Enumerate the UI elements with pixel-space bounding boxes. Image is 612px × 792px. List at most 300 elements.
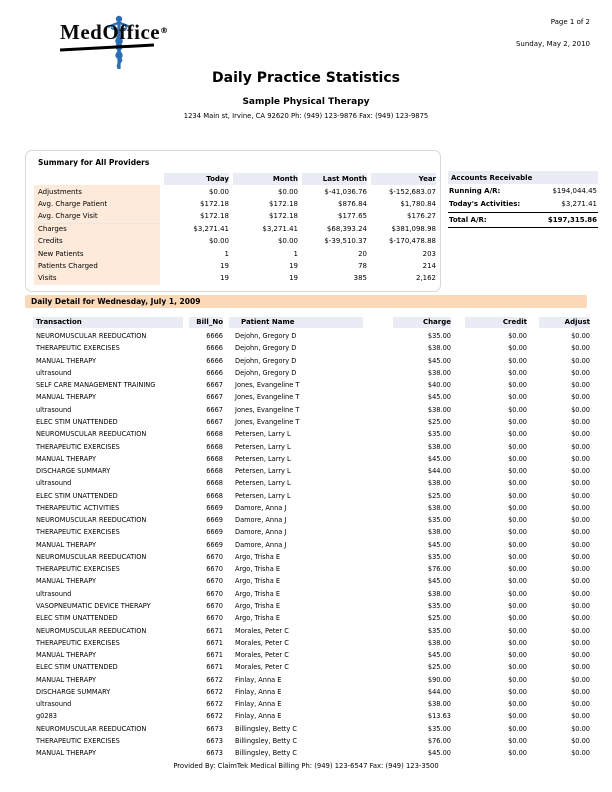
cell-bill-no: 6671 xyxy=(206,651,223,660)
cell-adjust: $0.00 xyxy=(571,332,590,341)
summary-value-last-month: $-41,036.76 xyxy=(324,187,367,196)
cell-credit: $0.00 xyxy=(508,368,527,377)
table-row xyxy=(33,673,590,685)
cell-charge: $25.00 xyxy=(427,417,451,426)
cell-adjust: $0.00 xyxy=(571,712,590,721)
cell-transaction: MANUAL THERAPY xyxy=(36,577,97,586)
cell-charge: $45.00 xyxy=(427,454,451,463)
table-row xyxy=(33,710,590,722)
table-row xyxy=(33,355,590,367)
cell-transaction: MANUAL THERAPY xyxy=(36,749,97,758)
cell-charge: $38.00 xyxy=(427,479,451,488)
cell-patient-name: Morales, Peter C xyxy=(235,638,289,647)
table-row xyxy=(33,330,590,342)
cell-transaction: THERAPEUTIC EXERCISES xyxy=(36,736,120,745)
cell-transaction: ultrasound xyxy=(36,405,72,414)
cell-transaction: NEUROMUSCULAR REEDUCATION xyxy=(36,724,147,733)
cell-charge: $38.00 xyxy=(427,503,451,512)
cell-credit: $0.00 xyxy=(508,614,527,623)
cell-adjust: $0.00 xyxy=(571,405,590,414)
cell-bill-no: 6668 xyxy=(206,479,223,488)
cell-bill-no: 6669 xyxy=(206,503,223,512)
cell-adjust: $0.00 xyxy=(571,663,590,672)
practice-address: 1234 Main st, Irvine, CA 92620 Ph: (949) 123-9876 Fax: (949) 123-9875 xyxy=(183,112,429,120)
cell-adjust: $0.00 xyxy=(571,724,590,733)
summary-header-row xyxy=(34,173,440,185)
table-row xyxy=(33,575,590,587)
table-row xyxy=(33,428,590,440)
cell-charge: $38.00 xyxy=(427,405,451,414)
accounts-receivable-row xyxy=(448,184,598,197)
cell-patient-name: Argo, Trisha E xyxy=(235,589,281,598)
cell-transaction: g0283 xyxy=(36,712,57,721)
summary-row-label: Avg. Charge Patient xyxy=(34,198,160,210)
summary-value-month: $172.18 xyxy=(269,212,298,221)
table-row xyxy=(33,367,590,379)
cell-patient-name: Morales, Peter C xyxy=(235,663,289,672)
cell-adjust: $0.00 xyxy=(571,516,590,525)
cell-bill-no: 6668 xyxy=(206,491,223,500)
cell-adjust: $0.00 xyxy=(571,442,590,451)
detail-header-patient: Patient Name xyxy=(223,317,363,328)
cell-patient-name: Billingsley, Betty C xyxy=(235,724,297,733)
cell-credit: $0.00 xyxy=(508,516,527,525)
cell-transaction: NEUROMUSCULAR REEDUCATION xyxy=(36,516,147,525)
summary-value-month: $3,271.41 xyxy=(262,224,298,233)
cell-transaction: DISCHARGE SUMMARY xyxy=(36,467,111,476)
summary-value-today: 19 xyxy=(220,274,229,283)
cell-patient-name: Finlay, Anna E xyxy=(235,712,282,721)
ar-row-label: Running A/R: xyxy=(449,186,501,195)
cell-patient-name: Dejohn, Gregory D xyxy=(235,344,297,353)
cell-adjust: $0.00 xyxy=(571,589,590,598)
cell-charge: $25.00 xyxy=(427,614,451,623)
summary-header-spacer xyxy=(34,173,160,185)
cell-transaction: ELEC STIM UNATTENDED xyxy=(36,417,118,426)
cell-credit: $0.00 xyxy=(508,442,527,451)
cell-bill-no: 6668 xyxy=(206,454,223,463)
cell-credit: $0.00 xyxy=(508,430,527,439)
summary-row xyxy=(34,260,440,272)
table-row xyxy=(33,588,590,600)
cell-credit: $0.00 xyxy=(508,577,527,586)
summary-table-body xyxy=(34,185,440,284)
cell-patient-name: Argo, Trisha E xyxy=(235,577,281,586)
logo-text: MedOffice xyxy=(60,20,161,44)
cell-adjust: $0.00 xyxy=(571,417,590,426)
cell-transaction: ELEC STIM UNATTENDED xyxy=(36,491,118,500)
cell-charge: $76.00 xyxy=(427,736,451,745)
summary-row-label: Visits xyxy=(34,272,160,284)
summary-row xyxy=(34,210,440,222)
summary-value-last-month: $177.65 xyxy=(338,212,367,221)
cell-bill-no: 6666 xyxy=(206,332,223,341)
cell-bill-no: 6670 xyxy=(206,577,223,586)
table-row xyxy=(33,416,590,428)
table-row xyxy=(33,723,590,735)
cell-credit: $0.00 xyxy=(508,626,527,635)
cell-bill-no: 6670 xyxy=(206,601,223,610)
summary-header-today: Today xyxy=(164,173,229,185)
table-row xyxy=(33,563,590,575)
ar-total-value: $197,315.86 xyxy=(547,216,597,224)
cell-credit: $0.00 xyxy=(508,700,527,709)
cell-bill-no: 6668 xyxy=(206,467,223,476)
cell-transaction: NEUROMUSCULAR REEDUCATION xyxy=(36,552,147,561)
table-row xyxy=(33,661,590,673)
registered-mark: ® xyxy=(160,25,169,35)
table-row xyxy=(33,379,590,391)
cell-patient-name: Petersen, Larry L xyxy=(235,479,291,488)
cell-bill-no: 6668 xyxy=(206,442,223,451)
cell-credit: $0.00 xyxy=(508,528,527,537)
cell-adjust: $0.00 xyxy=(571,614,590,623)
cell-charge: $38.00 xyxy=(427,528,451,537)
report-date: Sunday, May 2, 2010 xyxy=(515,40,590,48)
cell-transaction: MANUAL THERAPY xyxy=(36,454,97,463)
cell-charge: $35.00 xyxy=(427,430,451,439)
summary-header-last-month: Last Month xyxy=(302,173,367,185)
cell-adjust: $0.00 xyxy=(571,528,590,537)
medoffice-logo xyxy=(60,20,170,72)
cell-adjust: $0.00 xyxy=(571,601,590,610)
summary-value-month: $172.18 xyxy=(269,199,298,208)
cell-credit: $0.00 xyxy=(508,540,527,549)
accounts-receivable-row xyxy=(448,197,598,210)
cell-patient-name: Damore, Anna J xyxy=(235,516,287,525)
table-row xyxy=(33,686,590,698)
summary-value-last-month: 20 xyxy=(358,249,367,258)
summary-value-last-month: $68,393.24 xyxy=(326,224,367,233)
summary-value-today: $3,271.41 xyxy=(193,224,229,233)
cell-patient-name: Petersen, Larry L xyxy=(235,491,291,500)
cell-transaction: THERAPEUTIC EXERCISES xyxy=(36,528,120,537)
cell-patient-name: Morales, Peter C xyxy=(235,626,289,635)
cell-charge: $45.00 xyxy=(427,356,451,365)
table-row xyxy=(33,698,590,710)
cell-adjust: $0.00 xyxy=(571,393,590,402)
cell-bill-no: 6666 xyxy=(206,344,223,353)
cell-transaction: THERAPEUTIC EXERCISES xyxy=(36,344,120,353)
cell-charge: $38.00 xyxy=(427,442,451,451)
summary-row xyxy=(34,247,440,259)
cell-credit: $0.00 xyxy=(508,393,527,402)
cell-bill-no: 6671 xyxy=(206,638,223,647)
cell-charge: $45.00 xyxy=(427,651,451,660)
summary-value-year: 203 xyxy=(422,249,436,258)
table-row xyxy=(33,747,590,759)
cell-charge: $45.00 xyxy=(427,577,451,586)
cell-charge: $35.00 xyxy=(427,724,451,733)
cell-adjust: $0.00 xyxy=(571,368,590,377)
cell-charge: $35.00 xyxy=(427,516,451,525)
cell-adjust: $0.00 xyxy=(571,577,590,586)
practice-name: Sample Physical Therapy xyxy=(242,97,370,107)
report-title: Daily Practice Statistics xyxy=(212,70,400,86)
ar-total-label: Total A/R: xyxy=(449,216,487,224)
cell-credit: $0.00 xyxy=(508,736,527,745)
summary-value-month: 1 xyxy=(293,249,298,258)
cell-patient-name: Finlay, Anna E xyxy=(235,687,282,696)
cell-charge: $38.00 xyxy=(427,368,451,377)
detail-table-body xyxy=(33,330,590,759)
summary-value-year: 214 xyxy=(422,261,436,270)
cell-bill-no: 6672 xyxy=(206,700,223,709)
summary-row-label: Avg. Charge Visit xyxy=(34,210,160,222)
cell-credit: $0.00 xyxy=(508,552,527,561)
cell-transaction: THERAPEUTIC EXERCISES xyxy=(36,565,120,574)
cell-patient-name: Dejohn, Gregory D xyxy=(235,332,297,341)
cell-charge: $25.00 xyxy=(427,491,451,500)
cell-bill-no: 6670 xyxy=(206,589,223,598)
cell-adjust: $0.00 xyxy=(571,675,590,684)
cell-patient-name: Damore, Anna J xyxy=(235,503,287,512)
cell-transaction: ultrasound xyxy=(36,368,72,377)
cell-bill-no: 6668 xyxy=(206,430,223,439)
cell-charge: $45.00 xyxy=(427,393,451,402)
summary-row xyxy=(34,198,440,210)
daily-detail-banner: Daily Detail for Wednesday, July 1, 2009 xyxy=(25,295,587,308)
summary-value-year: 2,162 xyxy=(415,274,436,283)
cell-bill-no: 6669 xyxy=(206,540,223,549)
summary-value-last-month: $-39,510.37 xyxy=(324,237,367,246)
summary-row-label: Charges xyxy=(34,223,160,235)
ar-total-row xyxy=(448,212,598,228)
cell-bill-no: 6670 xyxy=(206,552,223,561)
cell-bill-no: 6672 xyxy=(206,712,223,721)
summary-row-label: Patients Charged xyxy=(34,260,160,272)
cell-bill-no: 6667 xyxy=(206,393,223,402)
cell-credit: $0.00 xyxy=(508,687,527,696)
cell-transaction: ELEC STIM UNATTENDED xyxy=(36,614,118,623)
summary-value-year: $1,780.84 xyxy=(400,199,436,208)
cell-adjust: $0.00 xyxy=(571,700,590,709)
summary-value-year: $-152,683.07 xyxy=(388,187,436,196)
cell-bill-no: 6667 xyxy=(206,417,223,426)
cell-transaction: VASOPNEUMATIC DEVICE THERAPY xyxy=(36,601,151,610)
cell-adjust: $0.00 xyxy=(571,736,590,745)
cell-credit: $0.00 xyxy=(508,454,527,463)
cell-patient-name: Jones, Evangeline T xyxy=(235,393,300,402)
summary-value-month: 19 xyxy=(289,261,298,270)
cell-patient-name: Jones, Evangeline T xyxy=(235,417,300,426)
cell-transaction: ultrasound xyxy=(36,479,72,488)
cell-transaction: ultrasound xyxy=(36,700,72,709)
cell-credit: $0.00 xyxy=(508,601,527,610)
cell-transaction: NEUROMUSCULAR REEDUCATION xyxy=(36,332,147,341)
cell-adjust: $0.00 xyxy=(571,638,590,647)
summary-row-label: Adjustments xyxy=(34,185,160,197)
cell-patient-name: Argo, Trisha E xyxy=(235,552,281,561)
summary-value-month: $0.00 xyxy=(277,187,298,196)
cell-patient-name: Morales, Peter C xyxy=(235,651,289,660)
cell-bill-no: 6666 xyxy=(206,356,223,365)
cell-transaction: SELF CARE MANAGEMENT TRAINING xyxy=(36,381,156,390)
cell-patient-name: Jones, Evangeline T xyxy=(235,405,300,414)
cell-adjust: $0.00 xyxy=(571,540,590,549)
ar-row-value: $3,271.41 xyxy=(561,199,597,208)
cell-credit: $0.00 xyxy=(508,467,527,476)
page-number: Page 1 of 2 xyxy=(550,18,590,26)
cell-charge: $45.00 xyxy=(427,749,451,758)
summary-heading: Summary for All Providers xyxy=(38,158,150,167)
table-row xyxy=(33,342,590,354)
cell-patient-name: Argo, Trisha E xyxy=(235,565,281,574)
cell-patient-name: Petersen, Larry L xyxy=(235,467,291,476)
cell-transaction: MANUAL THERAPY xyxy=(36,356,97,365)
cell-credit: $0.00 xyxy=(508,503,527,512)
cell-credit: $0.00 xyxy=(508,663,527,672)
cell-patient-name: Dejohn, Gregory D xyxy=(235,368,297,377)
cell-credit: $0.00 xyxy=(508,479,527,488)
table-row xyxy=(33,539,590,551)
cell-credit: $0.00 xyxy=(508,565,527,574)
cell-credit: $0.00 xyxy=(508,675,527,684)
cell-patient-name: Finlay, Anna E xyxy=(235,675,282,684)
cell-adjust: $0.00 xyxy=(571,356,590,365)
cell-adjust: $0.00 xyxy=(571,479,590,488)
cell-credit: $0.00 xyxy=(508,332,527,341)
cell-charge: $35.00 xyxy=(427,601,451,610)
summary-value-today: $172.18 xyxy=(200,199,229,208)
cell-credit: $0.00 xyxy=(508,381,527,390)
cell-adjust: $0.00 xyxy=(571,503,590,512)
cell-charge: $25.00 xyxy=(427,663,451,672)
cell-transaction: ELEC STIM UNATTENDED xyxy=(36,663,118,672)
footer-provider-line: Provided By: ClaimTek Medical Billing Ph: (949) 123-6547 Fax: (949) 123-3500 xyxy=(173,762,439,770)
accounts-receivable-rows xyxy=(448,184,598,210)
cell-charge: $44.00 xyxy=(427,687,451,696)
table-row xyxy=(33,465,590,477)
cell-transaction: NEUROMUSCULAR REEDUCATION xyxy=(36,430,147,439)
cell-adjust: $0.00 xyxy=(571,491,590,500)
cell-adjust: $0.00 xyxy=(571,749,590,758)
detail-header-row xyxy=(33,316,590,328)
table-row xyxy=(33,612,590,624)
cell-bill-no: 6666 xyxy=(206,368,223,377)
accounts-receivable-heading: Accounts Receivable xyxy=(448,171,598,184)
summary-row xyxy=(34,235,440,247)
summary-value-today: $0.00 xyxy=(208,187,229,196)
table-row xyxy=(33,477,590,489)
cell-credit: $0.00 xyxy=(508,405,527,414)
cell-credit: $0.00 xyxy=(508,651,527,660)
summary-row-label: New Patients xyxy=(34,247,160,259)
table-row xyxy=(33,637,590,649)
cell-charge: $76.00 xyxy=(427,565,451,574)
cell-bill-no: 6667 xyxy=(206,405,223,414)
cell-bill-no: 6670 xyxy=(206,565,223,574)
cell-adjust: $0.00 xyxy=(571,454,590,463)
summary-header-month: Month xyxy=(233,173,298,185)
cell-bill-no: 6670 xyxy=(206,614,223,623)
cell-patient-name: Petersen, Larry L xyxy=(235,442,291,451)
cell-transaction: MANUAL THERAPY xyxy=(36,540,97,549)
cell-charge: $44.00 xyxy=(427,467,451,476)
table-row xyxy=(33,526,590,538)
cell-credit: $0.00 xyxy=(508,417,527,426)
cell-patient-name: Damore, Anna J xyxy=(235,528,287,537)
ar-row-label: Today's Activities: xyxy=(449,199,521,208)
table-row xyxy=(33,624,590,636)
table-row xyxy=(33,514,590,526)
table-row xyxy=(33,440,590,452)
cell-patient-name: Finlay, Anna E xyxy=(235,700,282,709)
summary-value-last-month: 385 xyxy=(353,274,367,283)
cell-transaction: THERAPEUTIC ACTIVITIES xyxy=(36,503,120,512)
cell-transaction: MANUAL THERAPY xyxy=(36,675,97,684)
cell-adjust: $0.00 xyxy=(571,565,590,574)
summary-value-today: $172.18 xyxy=(200,212,229,221)
summary-value-year: $-170,478.88 xyxy=(388,237,436,246)
cell-adjust: $0.00 xyxy=(571,467,590,476)
cell-charge: $38.00 xyxy=(427,344,451,353)
cell-adjust: $0.00 xyxy=(571,552,590,561)
summary-row xyxy=(34,223,440,235)
summary-value-year: $176.27 xyxy=(407,212,436,221)
cell-patient-name: Jones, Evangeline T xyxy=(235,381,300,390)
cell-bill-no: 6671 xyxy=(206,626,223,635)
cell-bill-no: 6673 xyxy=(206,736,223,745)
cell-bill-no: 6667 xyxy=(206,381,223,390)
detail-header-bill-no: Bill_No xyxy=(183,317,223,328)
table-row xyxy=(33,391,590,403)
summary-value-today: $0.00 xyxy=(208,237,229,246)
table-row xyxy=(33,649,590,661)
summary-row xyxy=(34,185,440,197)
table-row xyxy=(33,551,590,563)
summary-value-month: $0.00 xyxy=(277,237,298,246)
detail-header-transaction: Transaction xyxy=(33,317,183,328)
daily-detail-table xyxy=(33,316,590,759)
cell-patient-name: Petersen, Larry L xyxy=(235,430,291,439)
cell-credit: $0.00 xyxy=(508,712,527,721)
cell-adjust: $0.00 xyxy=(571,381,590,390)
cell-charge: $13.63 xyxy=(427,712,451,721)
cell-charge: $45.00 xyxy=(427,540,451,549)
cell-charge: $38.00 xyxy=(427,700,451,709)
table-row xyxy=(33,502,590,514)
cell-bill-no: 6672 xyxy=(206,687,223,696)
cell-charge: $90.00 xyxy=(427,675,451,684)
cell-credit: $0.00 xyxy=(508,344,527,353)
detail-header-charge: Charge xyxy=(363,317,451,328)
cell-transaction: NEUROMUSCULAR REEDUCATION xyxy=(36,626,147,635)
table-row xyxy=(33,489,590,501)
table-row xyxy=(33,404,590,416)
cell-credit: $0.00 xyxy=(508,749,527,758)
cell-charge: $35.00 xyxy=(427,332,451,341)
cell-adjust: $0.00 xyxy=(571,651,590,660)
summary-value-today: 1 xyxy=(224,249,229,258)
cell-patient-name: Billingsley, Betty C xyxy=(235,736,297,745)
cell-charge: $35.00 xyxy=(427,552,451,561)
summary-header-year: Year xyxy=(371,173,436,185)
accounts-receivable-panel xyxy=(448,171,598,228)
cell-transaction: MANUAL THERAPY xyxy=(36,393,97,402)
summary-value-last-month: $876.84 xyxy=(338,199,367,208)
cell-transaction: THERAPEUTIC EXERCISES xyxy=(36,442,120,451)
cell-credit: $0.00 xyxy=(508,638,527,647)
cell-credit: $0.00 xyxy=(508,589,527,598)
table-row xyxy=(33,735,590,747)
cell-adjust: $0.00 xyxy=(571,344,590,353)
detail-header-credit: Credit xyxy=(451,317,527,328)
cell-credit: $0.00 xyxy=(508,724,527,733)
cell-charge: $40.00 xyxy=(427,381,451,390)
cell-charge: $38.00 xyxy=(427,589,451,598)
cell-bill-no: 6672 xyxy=(206,675,223,684)
